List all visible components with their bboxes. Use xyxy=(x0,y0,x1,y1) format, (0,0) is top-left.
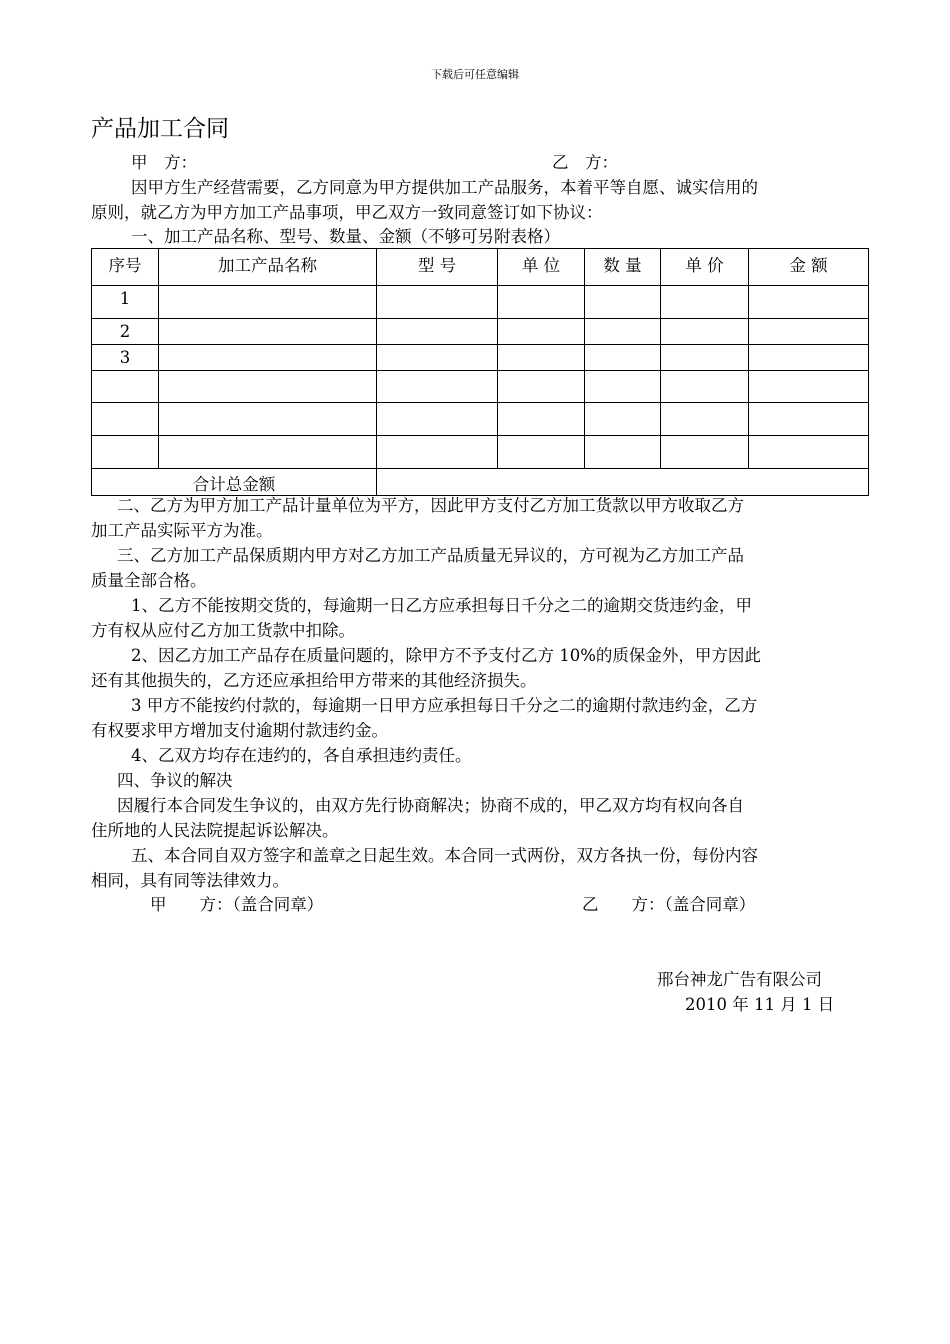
table-cell xyxy=(377,371,498,403)
header-cell: 单 价 xyxy=(661,249,749,286)
clause-2-line-2: 还有其他损失的，乙方还应承担给甲方带来的其他经济损失。 xyxy=(91,671,537,690)
clause-4: 4、乙双方均存在违约的，各自承担违约责任。 xyxy=(131,746,472,765)
section-5-line-2: 相同，具有同等法律效力。 xyxy=(91,871,289,890)
section-3-line-1: 三、乙方加工产品保质期内甲方对乙方加工产品质量无异议的，方可视为乙方加工产品 xyxy=(117,546,744,565)
contract-title: 产品加工合同 xyxy=(91,116,229,142)
intro-line-2: 原则，就乙方为甲方加工产品事项，甲乙双方一致同意签订如下协议： xyxy=(91,203,603,222)
table-cell xyxy=(661,403,749,436)
table-cell xyxy=(749,286,869,319)
table-cell xyxy=(585,345,661,371)
table-row xyxy=(92,345,869,371)
table-cell xyxy=(585,436,661,469)
signature-party-a: 甲 方：（盖合同章） xyxy=(150,895,324,914)
section-4-line-1: 因履行本合同发生争议的，由双方先行协商解决；协商不成的，甲乙双方均有权向各自 xyxy=(117,796,744,815)
table-cell xyxy=(159,345,377,371)
section-2-line-2: 加工产品实际平方为准。 xyxy=(91,521,273,540)
header-cell: 金 额 xyxy=(749,249,869,286)
table-cell xyxy=(749,345,869,371)
clause-1-line-2: 方有权从应付乙方加工货款中扣除。 xyxy=(91,621,355,640)
table-cell xyxy=(585,371,661,403)
header-cell: 单 位 xyxy=(498,249,585,286)
contract-date: 2010 年 11 月 1 日 xyxy=(685,995,835,1014)
table-cell xyxy=(661,436,749,469)
table-cell xyxy=(159,286,377,319)
table-cell xyxy=(749,319,869,345)
table-total-row xyxy=(92,469,869,496)
section-1-title: 一、加工产品名称、型号、数量、金额（不够可另附表格） xyxy=(131,227,560,246)
row-number-cell: 2 xyxy=(92,319,159,345)
table-cell xyxy=(498,371,585,403)
table-cell xyxy=(159,319,377,345)
items-table xyxy=(91,248,869,496)
section-4-line-2: 住所地的人民法院提起诉讼解决。 xyxy=(91,821,339,840)
header-cell: 加工产品名称 xyxy=(159,249,377,286)
header-cell: 型 号 xyxy=(377,249,498,286)
table-cell xyxy=(749,436,869,469)
table-cell xyxy=(377,403,498,436)
row-number-cell: 1 xyxy=(92,286,159,319)
section-2-line-1: 二、乙方为甲方加工产品计量单位为平方，因此甲方支付乙方加工货款以甲方收取乙方 xyxy=(117,496,744,515)
table-cell xyxy=(749,403,869,436)
section-3-line-2: 质量全部合格。 xyxy=(91,571,207,590)
section-4-title: 四、争议的解决 xyxy=(117,771,233,790)
table-cell xyxy=(661,286,749,319)
table-cell xyxy=(159,436,377,469)
table-row xyxy=(92,319,869,345)
row-number-cell xyxy=(92,371,159,403)
total-label-cell: 合计总金额 xyxy=(92,469,377,496)
table-cell xyxy=(159,371,377,403)
total-value-cell xyxy=(377,469,869,496)
clause-2-line-1: 2、因乙方加工产品存在质量问题的，除甲方不予支付乙方 10%的质保金外，甲方因此 xyxy=(131,646,761,665)
table-cell xyxy=(498,436,585,469)
header-cell: 数 量 xyxy=(585,249,661,286)
table-cell xyxy=(661,319,749,345)
section-5-line-1: 五、本合同自双方签字和盖章之日起生效。本合同一式两份，双方各执一份，每份内容 xyxy=(131,846,758,865)
row-number-cell xyxy=(92,403,159,436)
intro-line-1: 因甲方生产经营需要，乙方同意为甲方提供加工产品服务，本着平等自愿、诚实信用的 xyxy=(131,178,758,197)
clause-3-line-1: 3 甲方不能按约付款的，每逾期一日甲方应承担每日千分之二的逾期付款违约金，乙方 xyxy=(131,696,758,715)
table-header-row xyxy=(92,249,869,286)
table-cell xyxy=(377,286,498,319)
table-row xyxy=(92,403,869,436)
signature-party-b: 乙 方：（盖合同章） xyxy=(582,895,756,914)
table-cell xyxy=(498,286,585,319)
clause-3-line-2: 有权要求甲方增加支付逾期付款违约金。 xyxy=(91,721,388,740)
table-row xyxy=(92,436,869,469)
table-cell xyxy=(661,345,749,371)
party-b-label: 乙 方： xyxy=(552,153,618,172)
table-cell xyxy=(661,371,749,403)
table-cell xyxy=(585,319,661,345)
header-note: 下载后可任意编辑 xyxy=(431,68,519,81)
table-cell xyxy=(377,319,498,345)
table-row xyxy=(92,286,869,319)
table-cell xyxy=(377,436,498,469)
table-cell xyxy=(498,319,585,345)
row-number-cell xyxy=(92,436,159,469)
clause-1-line-1: 1、乙方不能按期交货的，每逾期一日乙方应承担每日千分之二的逾期交货违约金，甲 xyxy=(131,596,752,615)
table-cell xyxy=(585,286,661,319)
company-name: 邢台神龙广告有限公司 xyxy=(657,970,822,989)
table-cell xyxy=(377,345,498,371)
table-cell xyxy=(159,403,377,436)
table-row xyxy=(92,371,869,403)
table-cell xyxy=(749,371,869,403)
table-cell xyxy=(498,403,585,436)
table-cell xyxy=(498,345,585,371)
header-cell: 序号 xyxy=(92,249,159,286)
party-a-label: 甲 方： xyxy=(131,153,197,172)
row-number-cell: 3 xyxy=(92,345,159,371)
table-cell xyxy=(585,403,661,436)
